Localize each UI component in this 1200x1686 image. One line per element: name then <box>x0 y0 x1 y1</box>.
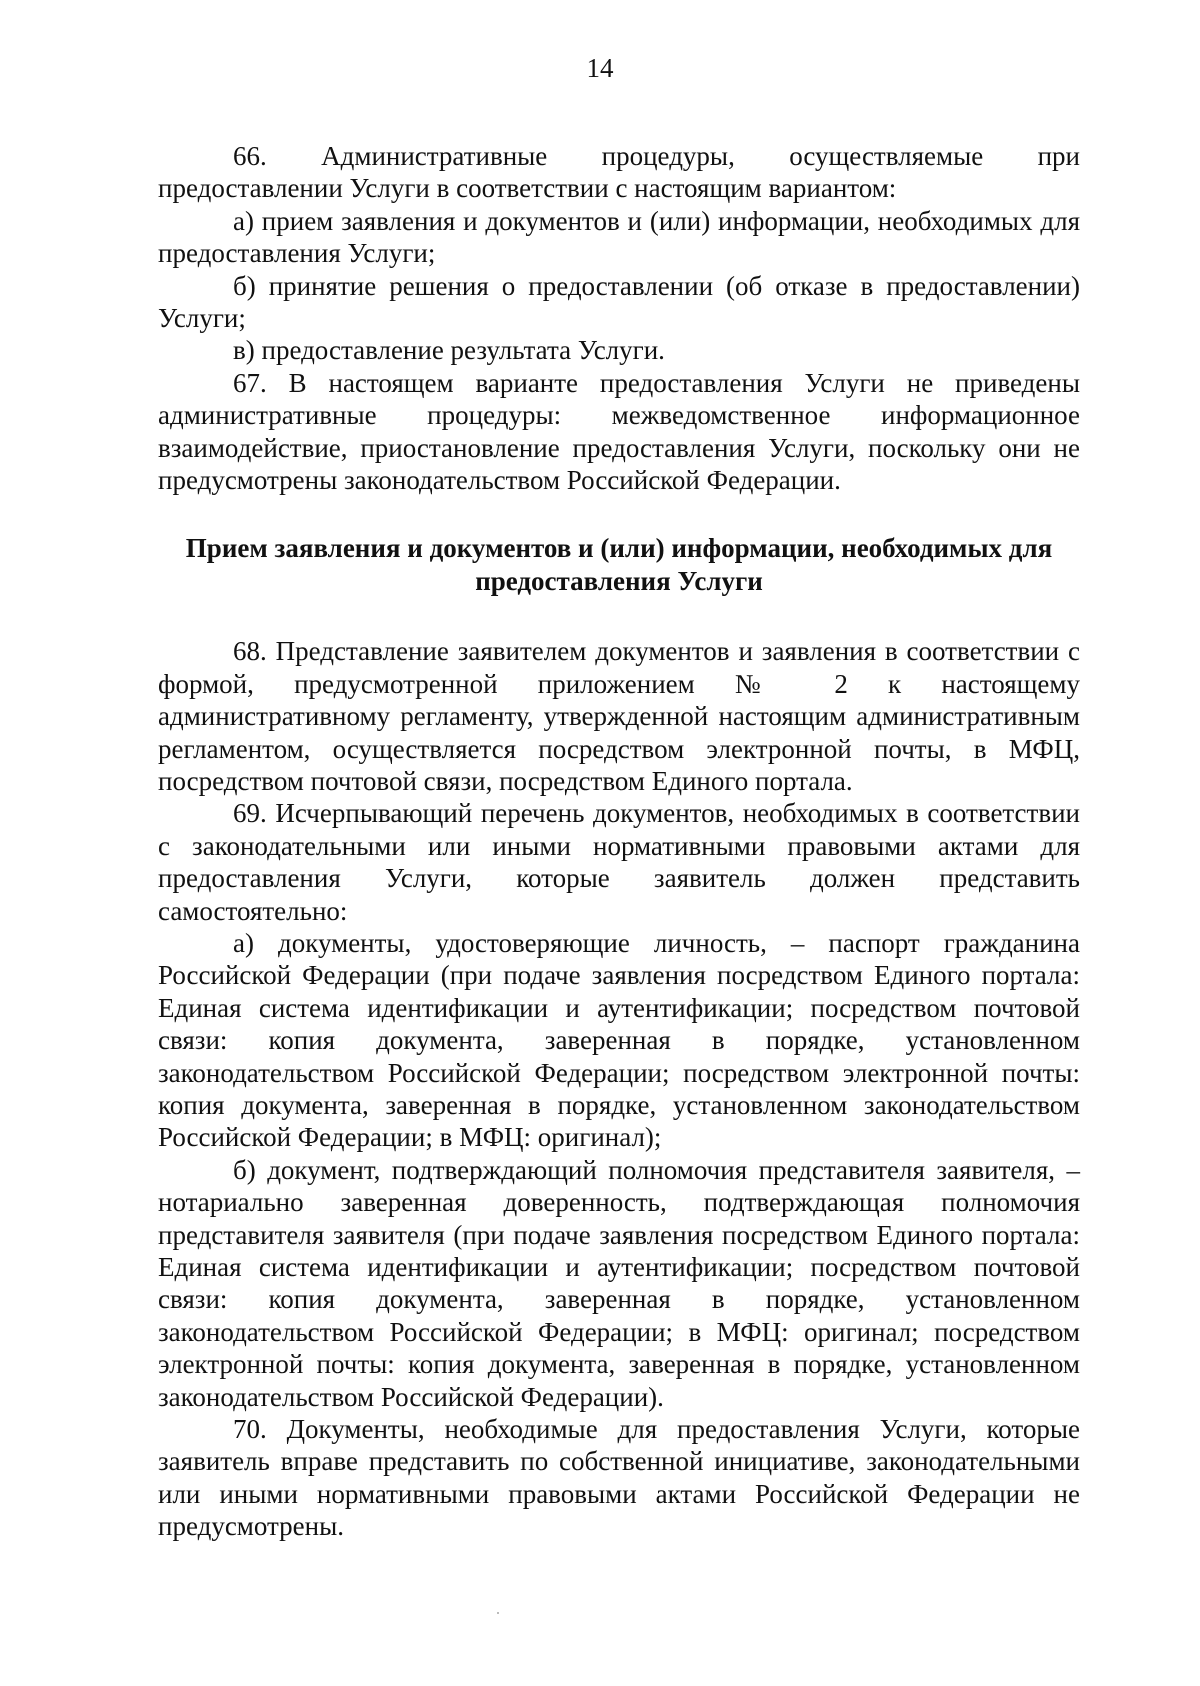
list-item-b: б) принятие решения о предоставлении (об отказе в предоставлении) Услуги; <box>158 270 1080 334</box>
scan-artifact-dot <box>497 1612 499 1614</box>
section-heading: Прием заявления и документов и (или) информации, необходимых для предоставления Услуги <box>185 533 1053 596</box>
document-body <box>158 140 1080 1543</box>
paragraph-66: 66. Административные процедуры, осуществляемые при предоставлении Услуги в соответствии с настоящим вариантом: <box>158 141 1080 204</box>
paragraph-69: 69. Исчерпывающий перечень документов, необходимых в соответствии с законодательными или иными нормативными правовыми актами для предоставления Услуги, которые заявитель должен представить самостоятельно: <box>158 798 1080 926</box>
list-item-a-documents: а) документы, удостоверяющие личность, – паспорт гражданина Российской Федерации (при подаче заявления посредством Единого портала: Единая система идентификации и аутентификации; посредством почтовой связи: копия документа, заверенная в порядке, установленном законодательством Российской Федерации; посредством электронной почты: копия документа, заверенная в порядке, установленном законодательством Российской Федерации; в МФЦ: оригинал); <box>158 927 1080 1153</box>
list-item-v: в) предоставление результата Услуги. <box>233 335 665 366</box>
paragraph-67: 67. В настоящем варианте предоставления Услуги не приведены административные процедуры: межведомственное информационное взаимодействие, приостановление предоставления Услуги, поскольку они не предусмотрены законодательством Российской Федерации. <box>158 367 1080 496</box>
page-number: 14 <box>586 53 614 83</box>
list-item-a: а) прием заявления и документов и (или) информации, необходимых для предоставления Услуги; <box>158 205 1080 269</box>
paragraph-68: 68. Представление заявителем документов и заявления в соответствии с формой, предусмотренной приложением № 2 к настоящему административному регламенту, утвержденной настоящим административным регламентом, осуществляется посредством электронной почты, в МФЦ, посредством почтовой связи, посредством Единого портала. <box>158 636 1080 796</box>
paragraph-70: 70. Документы, необходимые для предоставления Услуги, которые заявитель вправе представить по собственной инициативе, законодательными или иными нормативными правовыми актами Российской Федерации не предусмотрены. <box>158 1414 1080 1542</box>
list-item-b-documents: б) документ, подтверждающий полномочия представителя заявителя, – нотариально заверенная доверенность, подтверждающая полномочия представителя заявителя (при подаче заявления посредством Единого портала: Единая система идентификации и аутентификации; посредством почтовой связи: копия документа, заверенная в порядке, установленном законодательством Российской Федерации; в МФЦ: оригинал; посредством электронной почты: копия документа, заверенная в порядке, установленном законодательством Российской Федерации). <box>158 1154 1080 1412</box>
